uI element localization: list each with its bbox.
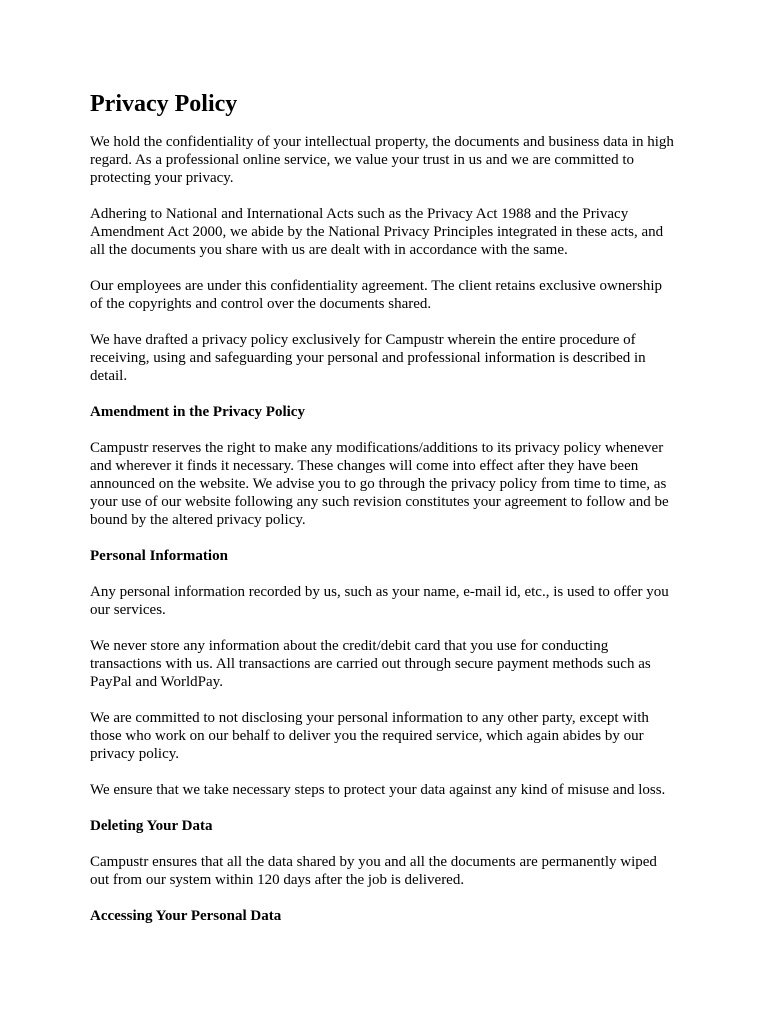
intro-paragraph: Our employees are under this confidentiality agreement. The client retains exclusive ownership of the copyrights and control over the documents shared. xyxy=(90,277,663,312)
section-paragraph: We never store any information about the credit/debit card that you use for conducting transactions with us. All transactions are carried out through secure payment methods such as PayPal and WorldPay. xyxy=(90,637,651,690)
section-heading-amendment: Amendment in the Privacy Policy xyxy=(90,403,305,420)
section-paragraph: We are committed to not disclosing your personal information to any other party, except with those who work on our behalf to deliver you the required service, which again abides by our privacy policy. xyxy=(90,709,649,762)
section-heading-deleting-data: Deleting Your Data xyxy=(90,817,213,834)
section-heading-personal-information: Personal Information xyxy=(90,547,228,564)
section-paragraph: Any personal information recorded by us, such as your name, e-mail id, etc., is used to offer you our services. xyxy=(90,583,669,618)
section-paragraph: Campustr ensures that all the data shared by you and all the documents are permanently wiped out from our system within 120 days after the job is delivered. xyxy=(90,853,657,888)
page-title: Privacy Policy xyxy=(90,91,238,117)
document-page xyxy=(90,90,676,943)
intro-paragraph: Adhering to National and International Acts such as the Privacy Act 1988 and the Privacy Amendment Act 2000, we abide by the National Privacy Principles integrated in these acts, and all the documents you share with us are dealt with in accordance with the same. xyxy=(90,205,664,258)
section-paragraph: We ensure that we take necessary steps to protect your data against any kind of misuse and loss. xyxy=(90,781,666,798)
section-paragraph: Campustr reserves the right to make any modifications/additions to its privacy policy whenever and wherever it finds it necessary. These changes will come into effect after they have been announced on the website. We advise you to go through the privacy policy from time to time, as your use of our website following any such revision constitutes your agreement to follow and be bound by the altered privacy policy. xyxy=(90,439,669,528)
section-heading-accessing-data: Accessing Your Personal Data xyxy=(90,907,282,924)
intro-paragraph: We hold the confidentiality of your intellectual property, the documents and business data in high regard. As a professional online service, we value your trust in us and we are committed to protecting your privacy. xyxy=(90,133,674,186)
intro-paragraph: We have drafted a privacy policy exclusively for Campustr wherein the entire procedure of receiving, using and safeguarding your personal and professional information is described in detail. xyxy=(90,331,646,384)
